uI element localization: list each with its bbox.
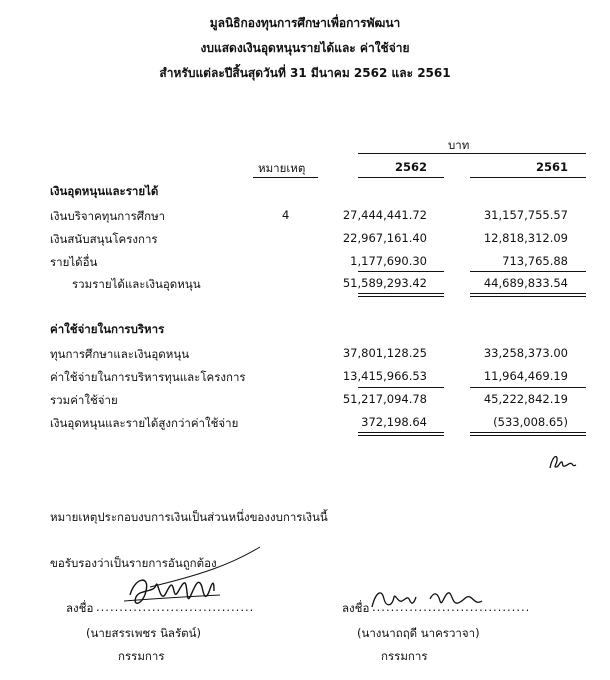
income-row-label: เงินสนับสนุนโครงการ [50, 232, 158, 246]
expense-total-2561: 45,222,842.19 [483, 392, 568, 406]
income-row-label: รายได้อื่น [50, 255, 98, 269]
income-row-2561: 713,765.88 [502, 254, 568, 268]
income-row-label: เงินบริจาคทุนการศึกษา [50, 209, 166, 223]
sign-line-right: .................................. [372, 600, 531, 614]
expense-row-2561: 33,258,373.00 [483, 346, 568, 360]
year-2561-header: 2561 [535, 160, 568, 174]
income-row-2562: 1,177,690.30 [350, 254, 427, 268]
net-double-rule-2561 [470, 432, 586, 436]
report-period: สำหรับแต่ละปีสิ้นสุดวันที่ 31 มีนาคม 2562 และ 2561 [159, 66, 451, 80]
currency-rule [358, 153, 586, 154]
income-row-2562: 22,967,161.40 [342, 231, 427, 245]
expense-subtotal-rule-2561 [470, 387, 586, 388]
expense-total-2562: 51,217,094.78 [342, 392, 427, 406]
sign-label-right: ลงชื่อ [342, 601, 370, 615]
expense-row-2562: 13,415,966.53 [342, 369, 427, 383]
income-total-double-rule-2561 [470, 293, 586, 297]
expense-row-2562: 37,801,128.25 [342, 346, 427, 360]
net-result-label: เงินอุดหนุนและรายได้สูงกว่าค่าใช้จ่าย [50, 416, 239, 430]
net-result-2562: 372,198.64 [361, 415, 427, 429]
year-2562-header: 2562 [394, 160, 427, 174]
signatory-title-left: กรรมการ [118, 649, 165, 663]
footnote-text: หมายเหตุประกอบงบการเงินเป็นส่วนหนึ่งของงบการเงินนี้ [50, 510, 328, 524]
income-total-2561: 44,689,833.54 [483, 276, 568, 290]
income-row-note: 4 [282, 208, 290, 222]
year-2561-rule [470, 177, 586, 178]
income-total-label: รวมรายได้และเงินอุดหนุน [72, 277, 201, 291]
note-header-rule [253, 177, 318, 178]
currency-label: บาท [448, 138, 470, 152]
expense-row-2561: 11,964,469.19 [483, 369, 568, 383]
income-subtotal-rule-2561 [470, 271, 586, 272]
report-statement-name: งบแสดงเงินอุดหนุนรายได้และ ค่าใช้จ่าย [200, 41, 410, 55]
income-subtotal-rule-2562 [358, 271, 444, 272]
certification-text: ขอรับรองว่าเป็นรายการอันถูกต้อง [50, 556, 217, 570]
income-heading: เงินอุดหนุนและรายได้ [50, 184, 159, 198]
expenses-heading: ค่าใช้จ่ายในการบริหาร [50, 322, 165, 336]
income-row-2561: 12,818,312.09 [483, 231, 568, 245]
year-2562-rule [358, 177, 444, 178]
sign-label-left: ลงชื่อ [66, 601, 94, 615]
income-row-2562: 27,444,441.72 [342, 208, 427, 222]
expense-row-label: ทุนการศึกษาและเงินอุดหนุน [50, 347, 190, 361]
income-total-2562: 51,589,293.42 [342, 276, 427, 290]
note-column-header: หมายเหตุ [258, 161, 306, 175]
net-result-2561: (533,008.65) [493, 415, 568, 429]
income-total-double-rule-2562 [358, 293, 444, 297]
expense-total-label: รวมค่าใช้จ่าย [50, 393, 118, 407]
report-org-name: มูลนิธิกองทุนการศึกษาเพื่อการพัฒนา [209, 16, 401, 30]
expense-subtotal-rule-2562 [358, 387, 444, 388]
signatory-name-right: (นางนาถฤดี นาครวาจา) [357, 626, 480, 640]
signatory-title-right: กรรมการ [381, 649, 428, 663]
income-row-2561: 31,157,755.57 [483, 208, 568, 222]
signatory-name-left: (นายสรรเพชร นิลรัตน์) [86, 626, 201, 640]
initials-mark [548, 452, 578, 472]
net-double-rule-2562 [358, 432, 444, 436]
sign-line-left: .................................. [96, 600, 255, 614]
expense-row-label: ค่าใช้จ่ายในการบริหารทุนและโครงการ [50, 370, 246, 384]
